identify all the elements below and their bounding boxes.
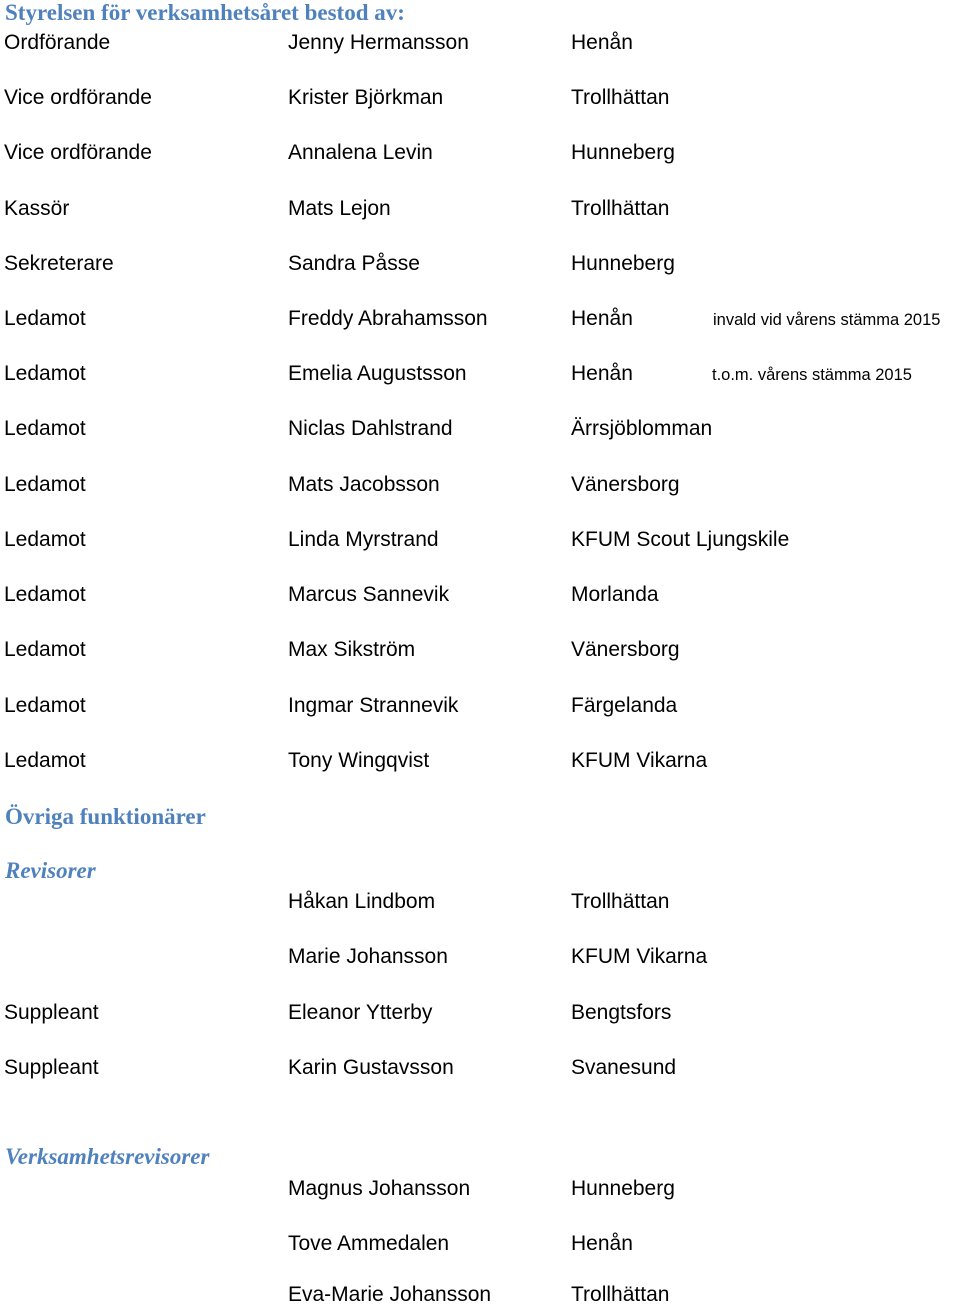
auditor-row [0, 998, 960, 1028]
member-location: Trollhättan [571, 1283, 670, 1306]
board-row [0, 635, 960, 665]
member-location: KFUM Scout Ljungskile [571, 528, 790, 551]
role-label: Ledamot [4, 362, 86, 385]
member-name: Jenny Hermansson [288, 31, 469, 54]
member-location: Färgelanda [571, 694, 678, 717]
board-row [0, 580, 960, 610]
role-label: Ledamot [4, 307, 86, 330]
member-name: Eva-Marie Johansson [288, 1283, 492, 1306]
member-name: Karin Gustavsson [288, 1056, 454, 1079]
member-name: Niclas Dahlstrand [288, 417, 453, 440]
activity-auditor-row [0, 1229, 960, 1259]
board-row [0, 414, 960, 444]
role-label: Ledamot [4, 417, 86, 440]
board-heading: Styrelsen för verksamhetsåret bestod av: [5, 0, 405, 25]
role-label: Vice ordförande [4, 141, 152, 164]
board-row [0, 249, 960, 279]
role-label: Ledamot [4, 694, 86, 717]
member-location: Hunneberg [571, 252, 675, 275]
member-name: Linda Myrstrand [288, 528, 439, 551]
role-label: Ledamot [4, 749, 86, 772]
board-row [0, 746, 960, 776]
member-location: Henån [571, 307, 633, 330]
auditors-heading: Revisorer [5, 858, 96, 883]
role-label: Suppleant [4, 1056, 99, 1079]
activity-auditors-heading: Verksamhetsrevisorer [5, 1144, 210, 1169]
member-name: Krister Björkman [288, 86, 444, 109]
member-location: Hunneberg [571, 141, 675, 164]
member-name: Tony Wingqvist [288, 749, 430, 772]
board-row [0, 83, 960, 113]
role-label: Ledamot [4, 473, 86, 496]
member-name: Ingmar Strannevik [288, 694, 459, 717]
role-label: Ledamot [4, 583, 86, 606]
member-location: Trollhättan [571, 86, 670, 109]
board-row [0, 691, 960, 721]
member-location: Trollhättan [571, 197, 670, 220]
member-location: Ärrsjöblomman [571, 417, 713, 440]
board-row [0, 304, 960, 334]
member-name: Annalena Levin [288, 141, 433, 164]
member-name: Freddy Abrahamsson [288, 307, 488, 330]
membership-note: invald vid vårens stämma 2015 [713, 311, 941, 329]
activity-auditor-row [0, 1280, 960, 1310]
board-row [0, 28, 960, 58]
auditor-row [0, 887, 960, 917]
member-location: Hunneberg [571, 1177, 675, 1200]
activity-auditor-row [0, 1174, 960, 1204]
other-functionaries-heading: Övriga funktionärer [5, 804, 206, 829]
member-location: Bengtsfors [571, 1001, 672, 1024]
member-location: Vänersborg [571, 638, 680, 661]
role-label: Ledamot [4, 528, 86, 551]
member-location: Morlanda [571, 583, 659, 606]
board-row [0, 359, 960, 389]
member-name: Eleanor Ytterby [288, 1001, 433, 1024]
auditor-row [0, 942, 960, 972]
member-name: Tove Ammedalen [288, 1232, 450, 1255]
member-location: Trollhättan [571, 890, 670, 913]
member-location: Svanesund [571, 1056, 677, 1079]
board-row [0, 470, 960, 500]
role-label: Vice ordförande [4, 86, 152, 109]
role-label: Suppleant [4, 1001, 99, 1024]
role-label: Ordförande [4, 31, 111, 54]
auditor-row [0, 1053, 960, 1083]
member-name: Marie Johansson [288, 945, 448, 968]
member-name: Emelia Augustsson [288, 362, 467, 385]
member-location: Henån [571, 31, 633, 54]
member-name: Max Sikström [288, 638, 416, 661]
member-name: Mats Jacobsson [288, 473, 440, 496]
role-label: Sekreterare [4, 252, 114, 275]
member-location: KFUM Vikarna [571, 749, 708, 772]
member-name: Mats Lejon [288, 197, 391, 220]
member-location: Henån [571, 1232, 633, 1255]
member-name: Marcus Sannevik [288, 583, 450, 606]
role-label: Ledamot [4, 638, 86, 661]
member-location: KFUM Vikarna [571, 945, 708, 968]
role-label: Kassör [4, 197, 70, 220]
member-location: Vänersborg [571, 473, 680, 496]
member-location: Henån [571, 362, 633, 385]
member-name: Sandra Påsse [288, 252, 420, 275]
member-name: Håkan Lindbom [288, 890, 436, 913]
member-name: Magnus Johansson [288, 1177, 471, 1200]
membership-note: t.o.m. vårens stämma 2015 [712, 366, 912, 384]
board-row [0, 525, 960, 555]
board-row [0, 194, 960, 224]
board-row [0, 138, 960, 168]
